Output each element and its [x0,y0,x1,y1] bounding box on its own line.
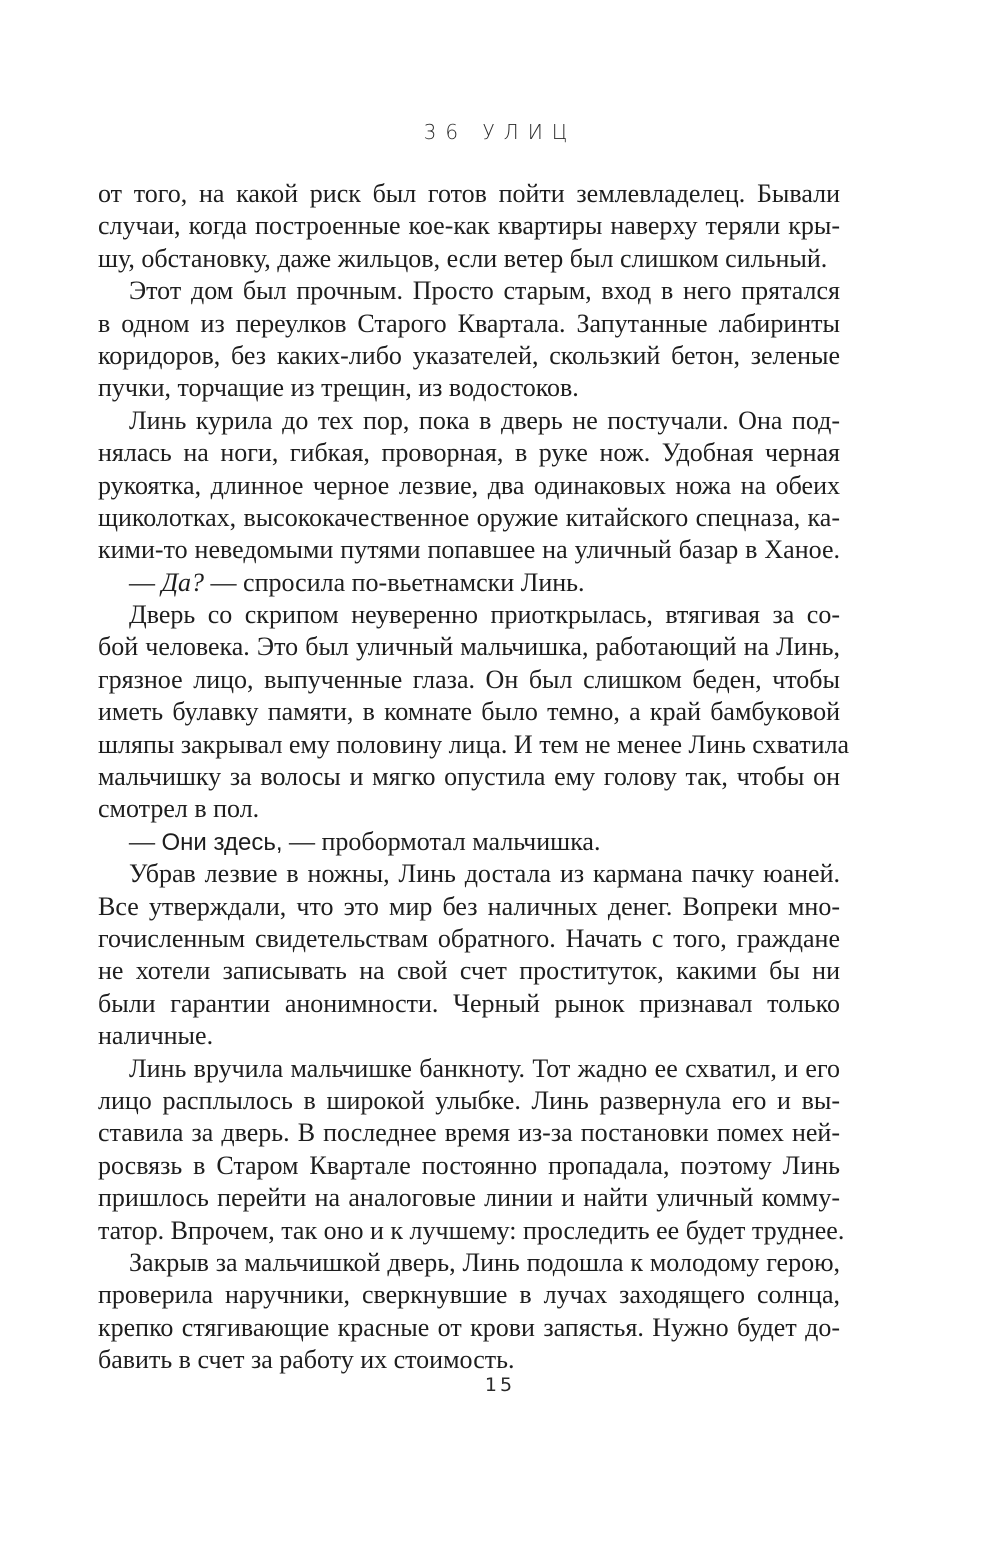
dialogue-attribution: — спросила по-вьетнамски Линь. [204,567,585,597]
text-line: Линь вручила мальчишке банкноту. Тот жадно ее схватил, и его [129,1053,840,1083]
text-line: росвязь в Старом Квартале постоянно пропадала, поэтому Линь [98,1150,840,1180]
dialogue-line [98,826,840,858]
text-line: рукоятка, длинное черное лезвие, два одинаковых ножа на обеих [98,470,840,500]
running-head: 36 УЛИЦ [423,120,577,144]
text-line: татор. Впрочем, так оно и к лучшему: проследить ее будет труднее. [98,1215,845,1245]
paragraph [98,275,840,405]
paragraph [98,826,840,858]
text-line: проверила наручники, сверкнувшие в лучах заходящего солнца, [98,1280,840,1310]
paragraph [98,567,840,599]
text-line: Этот дом был прочным. Просто старым, вход в него прятался [129,276,840,306]
text-line: пришлось перейти на аналоговые линии и найти уличный комму- [98,1183,840,1213]
text-line: лицо расплылось в широкой улыбке. Линь развернула его и вы- [98,1085,840,1115]
paragraph [98,599,850,826]
text-line: щиколотках, высококачественное оружие китайского спецназа, ка- [98,502,840,532]
text-line: коридоров, без каких-либо указателей, скользкий бетон, зеленые [98,340,840,370]
dialogue-speech: Они здесь, [161,828,283,856]
dialogue-attribution: — пробормотал мальчишка. [282,826,601,856]
paragraph [98,1247,840,1377]
dialogue-line [98,567,840,599]
text-line: были гарантии анонимности. Черный рынок признавал только [98,988,840,1018]
text-line: бавить в счет за работу их стоимость. [98,1345,515,1375]
text-line: наличные. [98,1021,214,1051]
dialogue-dash: — [129,826,162,856]
text-line: Все утверждали, что это мир без наличных денег. Вопреки мно- [98,891,840,921]
text-line: ставила за дверь. В последнее время из-за постановки помех ней- [98,1118,840,1148]
text-line: кими-то неведомыми путями попавшее на уличный базар в Ханое. [98,535,840,565]
text-line: Дверь со скрипом неуверенно приоткрылась, втягивая за со- [129,600,840,630]
text-line: смотрел в пол. [98,794,260,824]
page-number: 15 [484,1374,516,1396]
text-line: мальчишку за волосы и мягко опустила ему голову так, чтобы он [98,762,840,792]
text-line: шу, обстановку, даже жильцов, если ветер был слишком сильный. [98,243,828,273]
body-text [98,178,850,1376]
text-line: Закрыв за мальчишкой дверь, Линь подошла к молодому герою, [129,1247,840,1277]
text-line: крепко стягивающие красные от крови запястья. Нужно будет до- [98,1312,840,1342]
dialogue-speech: Да? [161,567,205,597]
text-line: грязное лицо, выпученные глаза. Он был слишком беден, чтобы [98,664,840,694]
text-line: пучки, торчащие из трещин, из водостоков. [98,373,579,403]
text-line: не хотели записывать на свой счет проституток, какими бы ни [98,956,840,986]
text-line: от того, на какой риск был готов пойти землевладелец. Бывали [98,179,840,208]
paragraph [98,858,840,1052]
paragraph [98,178,840,275]
text-line: в одном из переулков Старого Квартала. Запутанные лабиринты [98,308,840,338]
text-line: иметь булавку памяти, в комнате было темно, а край бамбуковой [98,697,840,727]
dialogue-dash: — [129,567,162,597]
text-line: Линь курила до тех пор, пока в дверь не постучали. Она под- [129,405,840,435]
text-line: случаи, когда построенные кое-как квартиры наверху теряли кры- [98,211,840,241]
text-line: бой человека. Это был уличный мальчишка, работающий на Линь, [98,632,840,662]
text-line: нялась на ноги, гибкая, проворная, в руке нож. Удобная черная [98,438,840,468]
text-line: гочисленным свидетельствам обратного. Начать с того, граждане [98,923,840,953]
text-line: шляпы закрывал ему половину лица. И тем не менее Линь схватила [98,729,850,759]
text-line: Убрав лезвие в ножны, Линь достала из кармана пачку юаней. [129,859,840,889]
paragraph [98,405,840,567]
paragraph [98,1053,845,1247]
